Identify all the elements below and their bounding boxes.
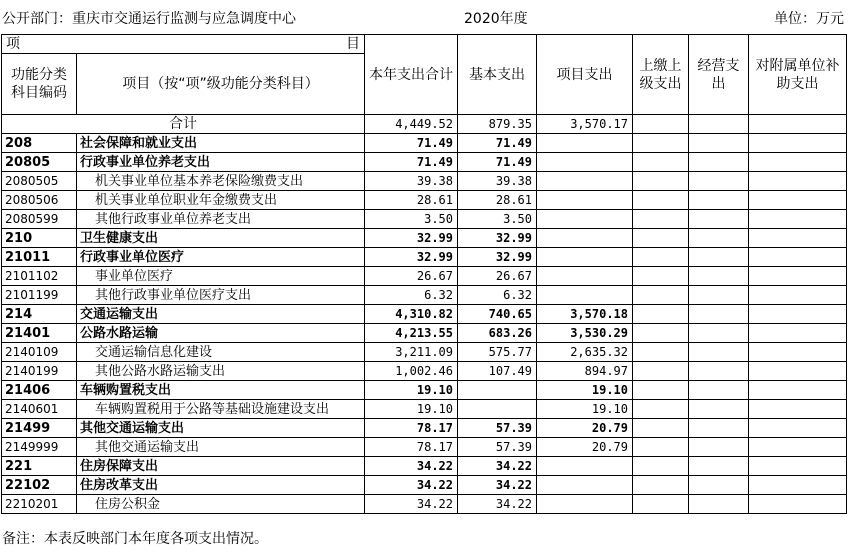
total-project: 3,570.17 (537, 115, 633, 134)
row-basic: 34.22 (458, 495, 537, 514)
row-business (689, 438, 749, 457)
row-name: 行政事业单位医疗 (77, 248, 365, 267)
row-upper (633, 419, 689, 438)
row-subsidiary (749, 286, 847, 305)
row-code: 2140199 (2, 362, 77, 381)
row-code: 21406 (2, 381, 77, 400)
table-row (2, 229, 847, 248)
row-basic (458, 400, 537, 419)
col-code: 功能分类科目编码 (2, 54, 77, 115)
row-subsidiary (749, 362, 847, 381)
row-name: 交通运输支出 (77, 305, 365, 324)
table-row (2, 381, 847, 400)
row-name: 住房公积金 (77, 495, 365, 514)
table-row (2, 210, 847, 229)
total-label: 合计 (2, 115, 365, 134)
table-row (2, 305, 847, 324)
row-upper (633, 248, 689, 267)
row-name: 机关事业单位职业年金缴费支出 (77, 191, 365, 210)
table-body (2, 115, 847, 514)
row-name: 其他交通运输支出 (77, 419, 365, 438)
table-row (2, 362, 847, 381)
total-sum: 4,449.52 (365, 115, 458, 134)
row-code: 2140109 (2, 343, 77, 362)
row-name: 住房改革支出 (77, 476, 365, 495)
row-name: 机关事业单位基本养老保险缴费支出 (77, 172, 365, 191)
row-code: 2101102 (2, 267, 77, 286)
col-business: 经营支出 (689, 35, 749, 115)
row-code: 2080505 (2, 172, 77, 191)
col-basic: 基本支出 (458, 35, 537, 115)
row-code: 2140601 (2, 400, 77, 419)
row-business (689, 457, 749, 476)
row-upper (633, 438, 689, 457)
row-upper (633, 153, 689, 172)
row-basic: 57.39 (458, 419, 537, 438)
row-subsidiary (749, 191, 847, 210)
row-basic (458, 381, 537, 400)
row-basic: 740.65 (458, 305, 537, 324)
row-total: 28.61 (365, 191, 458, 210)
item-header-left: 项 (6, 36, 20, 52)
row-project (537, 267, 633, 286)
row-name: 行政事业单位养老支出 (77, 153, 365, 172)
row-project (537, 172, 633, 191)
row-project (537, 191, 633, 210)
row-business (689, 495, 749, 514)
col-upper: 上缴上级支出 (633, 35, 689, 115)
row-business (689, 210, 749, 229)
row-project: 20.79 (537, 438, 633, 457)
row-code: 21499 (2, 419, 77, 438)
row-basic: 39.38 (458, 172, 537, 191)
row-business (689, 229, 749, 248)
header-row-top (2, 35, 847, 54)
row-project: 19.10 (537, 381, 633, 400)
row-basic: 26.67 (458, 267, 537, 286)
row-upper (633, 267, 689, 286)
row-project (537, 153, 633, 172)
row-business (689, 419, 749, 438)
table-row (2, 495, 847, 514)
row-project (537, 457, 633, 476)
row-name: 其他公路水路运输支出 (77, 362, 365, 381)
row-code: 2101199 (2, 286, 77, 305)
row-subsidiary (749, 267, 847, 286)
row-business (689, 381, 749, 400)
row-upper (633, 457, 689, 476)
row-total: 6.32 (365, 286, 458, 305)
row-total: 34.22 (365, 495, 458, 514)
table-row (2, 419, 847, 438)
row-upper (633, 229, 689, 248)
row-code: 208 (2, 134, 77, 153)
row-subsidiary (749, 495, 847, 514)
row-business (689, 343, 749, 362)
row-subsidiary (749, 324, 847, 343)
total-row (2, 115, 847, 134)
row-subsidiary (749, 172, 847, 191)
row-name: 交通运输信息化建设 (77, 343, 365, 362)
row-name: 社会保障和就业支出 (77, 134, 365, 153)
row-total: 4,310.82 (365, 305, 458, 324)
table-row (2, 286, 847, 305)
row-name: 公路水路运输 (77, 324, 365, 343)
row-subsidiary (749, 153, 847, 172)
row-name: 车辆购置税用于公路等基础设施建设支出 (77, 400, 365, 419)
row-project: 3,570.18 (537, 305, 633, 324)
row-basic: 34.22 (458, 476, 537, 495)
row-project: 20.79 (537, 419, 633, 438)
row-total: 39.38 (365, 172, 458, 191)
table-row (2, 343, 847, 362)
row-project (537, 248, 633, 267)
row-total: 1,002.46 (365, 362, 458, 381)
row-project (537, 286, 633, 305)
table-row (2, 457, 847, 476)
row-basic: 6.32 (458, 286, 537, 305)
row-subsidiary (749, 248, 847, 267)
row-subsidiary (749, 134, 847, 153)
department-label: 公开部门：重庆市交通运行监测与应急调度中心 (2, 11, 296, 27)
row-total: 26.67 (365, 267, 458, 286)
footer-note: 备注：本表反映部门本年度各项支出情况。 (2, 531, 268, 547)
row-business (689, 476, 749, 495)
row-total: 78.17 (365, 438, 458, 457)
row-basic: 3.50 (458, 210, 537, 229)
row-upper (633, 305, 689, 324)
total-basic: 879.35 (458, 115, 537, 134)
row-upper (633, 381, 689, 400)
row-business (689, 400, 749, 419)
row-total: 32.99 (365, 248, 458, 267)
row-code: 22102 (2, 476, 77, 495)
table-row (2, 267, 847, 286)
row-subsidiary (749, 438, 847, 457)
total-subsidiary (749, 115, 847, 134)
row-project (537, 495, 633, 514)
year-label: 2020年度 (464, 11, 528, 27)
row-total: 4,213.55 (365, 324, 458, 343)
item-header-right: 目 (346, 36, 360, 52)
row-name: 其他行政事业单位养老支出 (77, 210, 365, 229)
row-total: 71.49 (365, 153, 458, 172)
row-business (689, 267, 749, 286)
row-upper (633, 210, 689, 229)
table-row (2, 400, 847, 419)
row-business (689, 324, 749, 343)
row-total: 19.10 (365, 381, 458, 400)
row-project: 3,530.29 (537, 324, 633, 343)
row-basic: 683.26 (458, 324, 537, 343)
row-subsidiary (749, 419, 847, 438)
row-code: 2149999 (2, 438, 77, 457)
row-subsidiary (749, 476, 847, 495)
row-basic: 28.61 (458, 191, 537, 210)
row-upper (633, 343, 689, 362)
row-upper (633, 495, 689, 514)
row-subsidiary (749, 229, 847, 248)
row-project (537, 476, 633, 495)
row-code: 2080506 (2, 191, 77, 210)
row-upper (633, 191, 689, 210)
col-total: 本年支出合计 (365, 35, 458, 115)
row-basic: 32.99 (458, 229, 537, 248)
row-project (537, 134, 633, 153)
row-upper (633, 400, 689, 419)
row-total: 34.22 (365, 457, 458, 476)
row-upper (633, 172, 689, 191)
col-project: 项目支出 (537, 35, 633, 115)
row-total: 34.22 (365, 476, 458, 495)
row-name: 其他交通运输支出 (77, 438, 365, 457)
table-row (2, 248, 847, 267)
table-row (2, 153, 847, 172)
report-header (0, 0, 849, 32)
row-subsidiary (749, 381, 847, 400)
row-subsidiary (749, 210, 847, 229)
row-basic: 575.77 (458, 343, 537, 362)
row-total: 3,211.09 (365, 343, 458, 362)
row-name: 卫生健康支出 (77, 229, 365, 248)
col-name: 项目（按“项”级功能分类科目） (77, 54, 365, 115)
row-business (689, 362, 749, 381)
row-total: 78.17 (365, 419, 458, 438)
row-business (689, 172, 749, 191)
row-business (689, 286, 749, 305)
row-basic: 71.49 (458, 134, 537, 153)
table-row (2, 172, 847, 191)
row-code: 21401 (2, 324, 77, 343)
row-code: 20805 (2, 153, 77, 172)
row-project: 2,635.32 (537, 343, 633, 362)
row-code: 221 (2, 457, 77, 476)
row-name: 事业单位医疗 (77, 267, 365, 286)
row-project: 894.97 (537, 362, 633, 381)
row-basic: 107.49 (458, 362, 537, 381)
total-business (689, 115, 749, 134)
row-upper (633, 324, 689, 343)
row-business (689, 153, 749, 172)
table-row (2, 438, 847, 457)
row-basic: 71.49 (458, 153, 537, 172)
item-header (2, 35, 365, 54)
row-total: 71.49 (365, 134, 458, 153)
row-total: 32.99 (365, 229, 458, 248)
table-row (2, 476, 847, 495)
row-business (689, 305, 749, 324)
row-project (537, 210, 633, 229)
table-row (2, 324, 847, 343)
row-project (537, 229, 633, 248)
row-code: 210 (2, 229, 77, 248)
row-basic: 57.39 (458, 438, 537, 457)
row-name: 车辆购置税支出 (77, 381, 365, 400)
row-business (689, 191, 749, 210)
row-total: 3.50 (365, 210, 458, 229)
row-project: 19.10 (537, 400, 633, 419)
total-upper (633, 115, 689, 134)
table-row (2, 191, 847, 210)
row-business (689, 248, 749, 267)
row-business (689, 134, 749, 153)
row-code: 21011 (2, 248, 77, 267)
row-total: 19.10 (365, 400, 458, 419)
row-code: 2080599 (2, 210, 77, 229)
row-upper (633, 476, 689, 495)
row-upper (633, 362, 689, 381)
row-subsidiary (749, 343, 847, 362)
row-upper (633, 134, 689, 153)
row-subsidiary (749, 305, 847, 324)
unit-label: 单位：万元 (774, 11, 844, 27)
expenditure-table (1, 34, 847, 514)
row-subsidiary (749, 457, 847, 476)
row-basic: 32.99 (458, 248, 537, 267)
col-subsidiary: 对附属单位补助支出 (749, 35, 847, 115)
row-code: 2210201 (2, 495, 77, 514)
row-upper (633, 286, 689, 305)
row-name: 其他行政事业单位医疗支出 (77, 286, 365, 305)
row-subsidiary (749, 400, 847, 419)
row-basic: 34.22 (458, 457, 537, 476)
table-row (2, 134, 847, 153)
row-code: 214 (2, 305, 77, 324)
row-name: 住房保障支出 (77, 457, 365, 476)
